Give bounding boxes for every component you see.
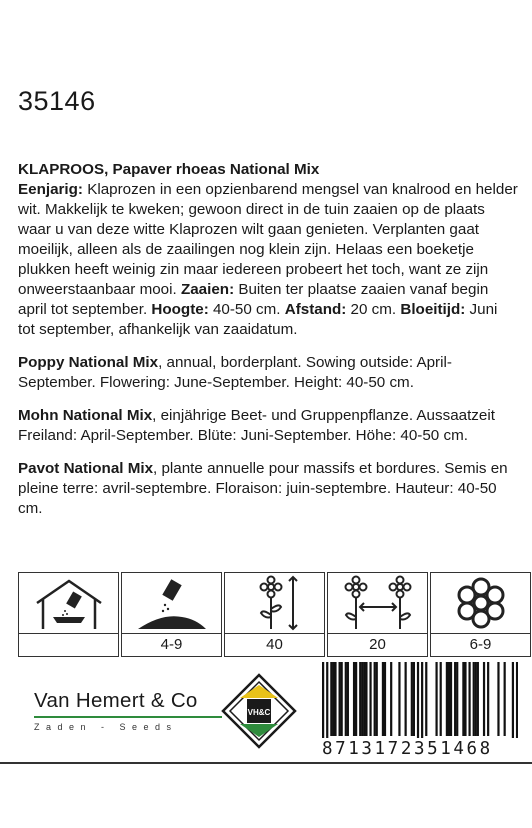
barcode-bar (417, 662, 419, 738)
barcode-number: 8713172351468 (322, 739, 493, 759)
barcode-bar (339, 662, 341, 736)
emblem-text: VH&C (247, 708, 271, 717)
plant-spacing-cell: 20 (327, 572, 428, 657)
barcode-bar (454, 662, 456, 736)
barcode-bar (435, 662, 437, 736)
barcode-bar (487, 662, 489, 736)
barcode-bar (483, 662, 485, 736)
barcode-bar (363, 662, 365, 736)
barcode-bar (497, 662, 499, 736)
flowering-icon (441, 575, 521, 631)
plant-height-cell: 40 (224, 572, 325, 657)
plant-height-icon (235, 575, 315, 631)
barcode-bar (425, 662, 427, 736)
barcode-bar (341, 662, 343, 736)
outdoor-sowing-cell: 4-9 (121, 572, 222, 657)
barcode-bar (462, 662, 464, 736)
brand-tagline: Zaden - Seeds (34, 722, 178, 732)
barcode-bar (365, 662, 367, 736)
brand-name: Van Hemert & Co (34, 689, 198, 712)
brand-underline (34, 716, 222, 718)
barcode-bar (440, 662, 442, 736)
greenhouse-sowing-icon (29, 575, 109, 631)
greenhouse-sowing-cell (18, 572, 119, 657)
french-description: Pavot National Mix, plante annuelle pour massifs et bordures. Semis en pleine terre: avril-septembre. Floraison: juin-septembre. Hauteur: 40-50 cm. (18, 460, 508, 517)
barcode-bar (456, 662, 458, 736)
barcode-bar (411, 662, 413, 736)
product-code: 35146 (18, 86, 96, 116)
barcode-bar (464, 662, 466, 736)
flowering-cell: 6-9 (430, 572, 531, 657)
barcode-bar (322, 662, 324, 738)
barcode-bar (421, 662, 423, 738)
barcode-bar (384, 662, 386, 736)
barcode-bar (504, 662, 506, 736)
outdoor-sowing-icon (132, 575, 212, 631)
barcode-bar (355, 662, 357, 736)
barcode-bar (450, 662, 452, 736)
brand-logo (34, 689, 224, 732)
barcode-bar (330, 662, 332, 736)
barcode-bar (374, 662, 376, 736)
barcode (322, 662, 518, 738)
barcode-bar (347, 662, 349, 736)
dutch-description: KLAPROOS, Papaver rhoeas National Mix Eenjarig: Klaprozen in een opzienbarend mengsel van knalrood en helder wit. Makkelijk te kweken; gewoon direct in de tuin zaaien op de plaats waar u van deze witte Klaprozen wilt gaan genieten. Verplanten gaat moeilijk, alleen als de zaailingen nog klein zijn. Helaas een boeketje plukken heeft weinig zin maar iedereen probeert het toch, want ze zijn onweerstaanbaar mooi. Zaaien: Buiten ter plaatse zaaien vanaf begin april tot september. Hoogte: 40-50 cm. Afstand: 20 cm. Bloeitijd: Juni tot september, afhankelijk van zaaidatum. (18, 161, 518, 338)
barcode-bar (405, 662, 407, 736)
barcode-bar (361, 662, 363, 736)
barcode-bar (468, 662, 470, 736)
cultivation-icons (18, 572, 532, 657)
barcode-bar (332, 662, 334, 736)
barcode-bar (326, 662, 328, 738)
english-description: Poppy National Mix, annual, borderplant. Sowing outside: April-September. Flowering: June-September. Height: 40-50 cm. (18, 354, 452, 391)
description (18, 160, 518, 532)
annual-label: Eenjarig: (18, 181, 83, 198)
barcode-bar (516, 662, 518, 738)
barcode-bar (475, 662, 477, 736)
bottom-divider (0, 762, 532, 764)
barcode-bar (512, 662, 514, 738)
barcode-bar (398, 662, 400, 736)
barcode-bar (382, 662, 384, 736)
plant-spacing-icon (338, 575, 418, 631)
barcode-bar (369, 662, 371, 736)
german-description: Mohn National Mix, einjährige Beet- und Gruppenpflanze. Aussaatzeit Freiland: April-September. Blüte: Juni-September. Höhe: 40-50 cm. (18, 407, 495, 444)
barcode-bar (334, 662, 336, 736)
barcode-bar (345, 662, 347, 736)
barcode-bar (446, 662, 448, 736)
barcode-bar (353, 662, 355, 736)
dutch-title: KLAPROOS, Papaver rhoeas National Mix (18, 161, 320, 178)
barcode-bar (376, 662, 378, 736)
barcode-bar (390, 662, 392, 736)
barcode-bar (473, 662, 475, 736)
brand-emblem-icon (220, 672, 298, 750)
barcode-bar (359, 662, 361, 736)
barcode-bar (413, 662, 415, 736)
barcode-bar (477, 662, 479, 736)
barcode-bar (448, 662, 450, 736)
